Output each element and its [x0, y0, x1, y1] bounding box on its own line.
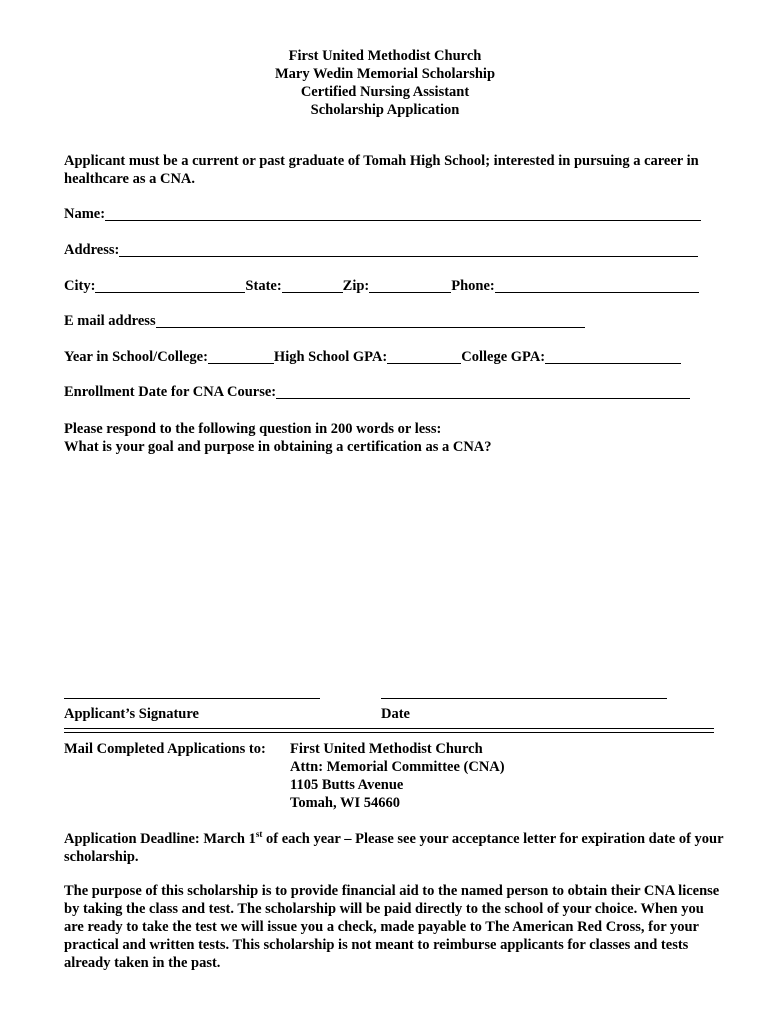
essay-instructions: Please respond to the following question in 200 words or less:	[64, 421, 442, 437]
name-label: Name:	[64, 206, 106, 222]
city-field[interactable]	[95, 278, 245, 293]
year-field[interactable]	[208, 349, 274, 364]
document-title: Scholarship Application	[310, 102, 460, 118]
deadline-prefix: Application Deadline: March 1	[64, 831, 256, 847]
section-divider	[64, 728, 714, 733]
email-field[interactable]	[156, 313, 585, 328]
email-row	[64, 312, 585, 330]
zip-field[interactable]	[369, 278, 451, 293]
deadline-superscript: st	[255, 829, 263, 840]
mail-church-name: First United Methodist Church	[290, 741, 483, 757]
hs-gpa-label: High School GPA:	[273, 349, 388, 365]
zip-label: Zip:	[342, 278, 370, 294]
date-field[interactable]	[381, 698, 667, 699]
signature-field[interactable]	[64, 698, 320, 699]
address-label: Address:	[64, 242, 120, 258]
enrollment-row	[64, 383, 690, 401]
essay-prompt: What is your goal and purpose in obtaining a certification as a CNA?	[64, 439, 492, 455]
phone-label: Phone:	[451, 278, 495, 294]
signature-label: Applicant’s Signature	[64, 706, 199, 722]
essay-question	[64, 420, 714, 456]
email-label: E mail address	[64, 313, 156, 329]
city-label: City:	[64, 278, 96, 294]
mail-city-state-zip: Tomah, WI 54660	[290, 795, 400, 811]
enrollment-label: Enrollment Date for CNA Course:	[64, 384, 277, 400]
year-label: Year in School/College:	[64, 349, 208, 365]
name-field[interactable]	[105, 206, 701, 221]
address-field[interactable]	[119, 242, 698, 257]
mail-street: 1105 Butts Avenue	[290, 777, 404, 793]
state-label: State:	[245, 278, 282, 294]
document-header	[0, 47, 770, 119]
city-state-zip-phone-row	[64, 277, 699, 295]
state-field[interactable]	[282, 278, 343, 293]
mailing-address	[290, 740, 505, 812]
application-deadline	[64, 830, 724, 866]
mail-to-label: Mail Completed Applications to:	[64, 741, 266, 757]
church-name: First United Methodist Church	[288, 48, 482, 64]
scholarship-name: Mary Wedin Memorial Scholarship	[274, 66, 496, 82]
scholarship-purpose: The purpose of this scholarship is to provide financial aid to the named person to obtain their CNA license by taking the class and test. The scholarship will be paid directly to the school of your choice. When you are ready to take the test we will issue you a check, made payable to The American Red Cross, for your practical and written tests. This scholarship is not meant to reimburse applicants for classes and tests already taken in the past.	[64, 883, 720, 971]
hs-gpa-field[interactable]	[387, 349, 461, 364]
name-row	[64, 205, 701, 223]
enrollment-field[interactable]	[276, 384, 690, 399]
date-label: Date	[381, 706, 410, 722]
college-gpa-label: College GPA:	[461, 349, 546, 365]
program-name: Certified Nursing Assistant	[300, 84, 470, 100]
college-gpa-field[interactable]	[545, 349, 681, 364]
address-row	[64, 241, 698, 259]
mail-attention: Attn: Memorial Committee (CNA)	[290, 759, 505, 775]
deadline-suffix: of each year – Please see your acceptance letter for expiration date of your scholarship.	[64, 831, 724, 865]
school-gpa-row	[64, 348, 681, 366]
eligibility-statement: Applicant must be a current or past graduate of Tomah High School; interested in pursuing a career in healthcare as a CNA.	[64, 153, 699, 187]
phone-field[interactable]	[495, 278, 699, 293]
